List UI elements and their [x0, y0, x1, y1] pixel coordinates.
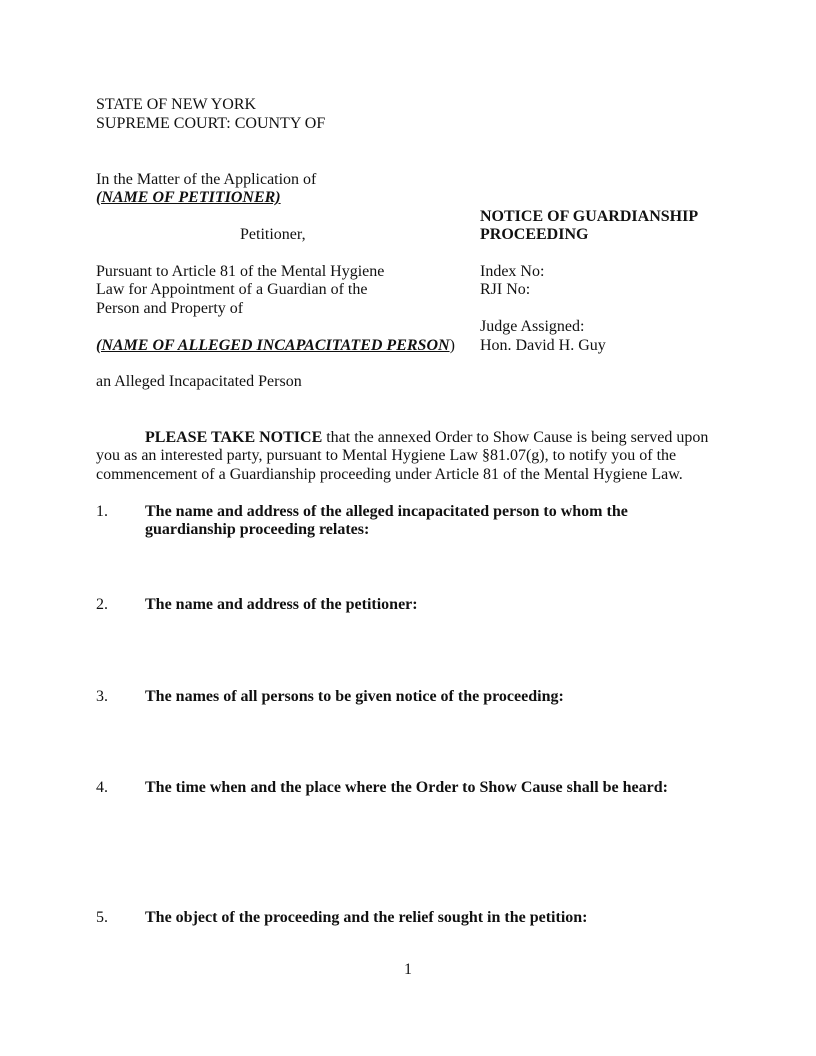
notice-lead: PLEASE TAKE NOTICE	[145, 429, 323, 446]
item-number: 5.	[96, 909, 108, 926]
notice-text: that the annexed Order to Show Cause is being served upon	[322, 429, 709, 446]
aip-label: an Alleged Incapacitated Person	[96, 373, 302, 390]
item-heading: guardianship proceeding relates:	[145, 521, 370, 538]
court-heading: SUPREME COURT: COUNTY OF	[96, 115, 326, 132]
rji-no: RJI No:	[480, 281, 531, 298]
judge-name: Hon. David H. Guy	[480, 337, 606, 354]
pursuant-line: Law for Appointment of a Guardian of the	[96, 281, 368, 298]
judge-label: Judge Assigned:	[480, 318, 585, 335]
aip-name-placeholder	[96, 337, 455, 355]
matter-line: In the Matter of the Application of	[96, 171, 317, 188]
notice-line	[145, 429, 708, 447]
item-heading: The object of the proceeding and the relief sought in the petition:	[145, 909, 588, 926]
pursuant-line: Person and Property of	[96, 300, 244, 317]
notice-line: you as an interested party, pursuant to Mental Hygiene Law §81.07(g), to notify you of the	[96, 447, 677, 464]
index-no: Index No:	[480, 263, 545, 280]
item-heading: The names of all persons to be given notice of the proceeding:	[145, 688, 564, 705]
state-heading: STATE OF NEW YORK	[96, 96, 257, 113]
item-heading: The time when and the place where the Order to Show Cause shall be heard:	[145, 779, 668, 796]
pursuant-line: Pursuant to Article 81 of the Mental Hygiene	[96, 263, 385, 280]
item-heading: The name and address of the petitioner:	[145, 596, 418, 613]
item-number: 1.	[96, 503, 108, 520]
notice-line: commencement of a Guardianship proceeding under Article 81 of the Mental Hygiene Law.	[96, 466, 683, 483]
document-title: PROCEEDING	[480, 226, 589, 243]
item-heading: The name and address of the alleged incapacitated person to whom the	[145, 503, 628, 520]
document-title: NOTICE OF GUARDIANSHIP	[480, 208, 699, 225]
page-number: 1	[404, 961, 412, 978]
aip-paren: )	[449, 337, 455, 354]
item-number: 3.	[96, 688, 108, 705]
petitioner-label: Petitioner,	[240, 226, 306, 243]
aip-name: (NAME OF ALLEGED INCAPACITATED PERSON	[96, 337, 450, 354]
item-number: 2.	[96, 596, 108, 613]
petitioner-name-placeholder: (NAME OF PETITIONER)	[96, 189, 281, 206]
item-number: 4.	[96, 779, 108, 796]
